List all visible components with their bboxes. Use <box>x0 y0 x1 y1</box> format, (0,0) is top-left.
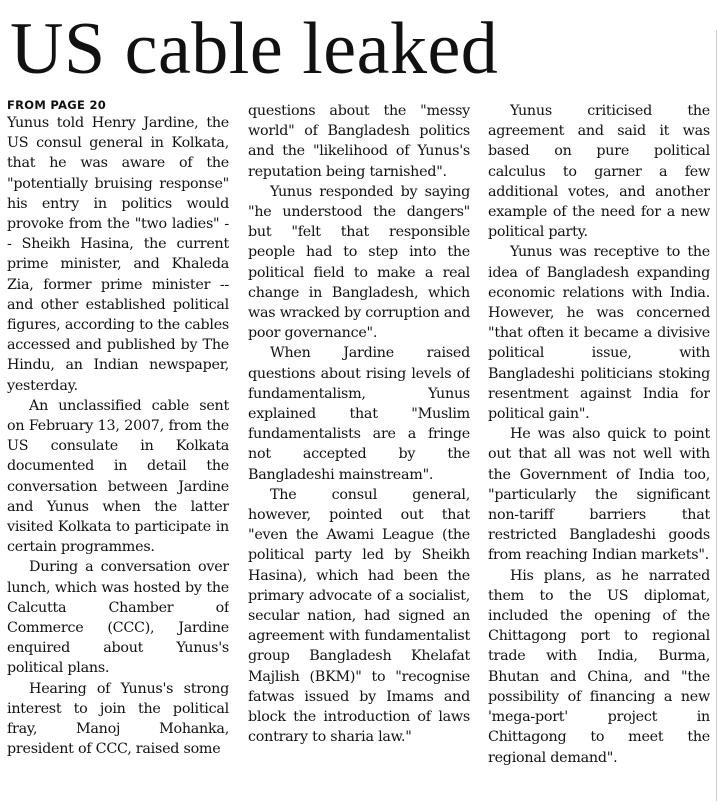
paragraph: An unclassified cable sent on February 13, 2007, from the US consulate in Kolkata documented in detail the conversation between Jardine and Yunus when the latter visited Kolkata to participate in certain programmes. <box>7 397 229 556</box>
article-column-1 <box>7 98 229 800</box>
column-rule <box>716 30 717 801</box>
article-column-3 <box>488 98 710 800</box>
headline: US cable leaked <box>10 8 499 90</box>
paragraph: Yunus told Henry Jardine, the US consul general in Kolkata, that he was aware of the "potentially bruising response" his entry in politics would provoke from the "two ladies" -- Sheikh Hasina, the current prime minister, and Khaleda Zia, former prime minister -- and other established political figures, according to the cables accessed and published by The Hindu, an Indian newspaper, yesterday. <box>7 115 229 394</box>
article-column-2 <box>248 98 470 800</box>
paragraph: Hearing of Yunus's strong interest to join the political fray, Manoj Mohanka, president of CCC, raised some <box>7 680 229 758</box>
paragraph: The consul general, however, pointed out that "even the Awami League (the political party led by Sheikh Hasina), which had been the primary advocate of a socialist, secular nation, had signed an agreement with fundamentalist group Bangladesh Khelafat Majlish (BKM)" to "recognise fatwas issued by Imams and block the introduction of laws contrary to sharia law." <box>248 486 470 746</box>
continuation-kicker: FROM PAGE 20 <box>7 98 107 112</box>
paragraph: Yunus criticised the agreement and said it was based on pure political calculus to garner a few additional votes, and another example of the need for a new political party. <box>488 103 710 241</box>
paragraph: During a conversation over lunch, which was hosted by the Calcutta Chamber of Commerce (CCC), Jardine enquired about Yunus's political plans. <box>7 559 229 677</box>
paragraph: Yunus responded by saying "he understood the dangers" but "felt that responsible people had to step into the political field to make a real change in Bangladesh, which was wracked by corruption and poor governance". <box>248 183 470 342</box>
paragraph: He was also quick to point out that all was not well with the Government of India too, "particularly the significant non-tariff barriers that restricted Bangladeshi goods from reaching Indian markets". <box>488 426 710 564</box>
paragraph: His plans, as he narrated them to the US diplomat, included the opening of the Chittagong port to regional trade with India, Burma, Bhutan and China, and "the possibility of financing a new 'mega-port' project in Chittagong to meet the regional demand". <box>488 567 710 766</box>
paragraph: questions about the "messy world" of Bangladesh politics and the "likelihood of Yunus's reputation being tarnished". <box>248 103 470 180</box>
paragraph: When Jardine raised questions about rising levels of fundamentalism, Yunus explained that "Muslim fundamentalists are a fringe not accepted by the Bangladeshi mainstream". <box>248 345 470 483</box>
paragraph: Yunus was receptive to the idea of Bangladesh expanding economic relations with India. However, he was concerned "that often it became a divisive political issue, with Bangladeshi politicians stoking resentment against India for political gain". <box>488 244 710 423</box>
